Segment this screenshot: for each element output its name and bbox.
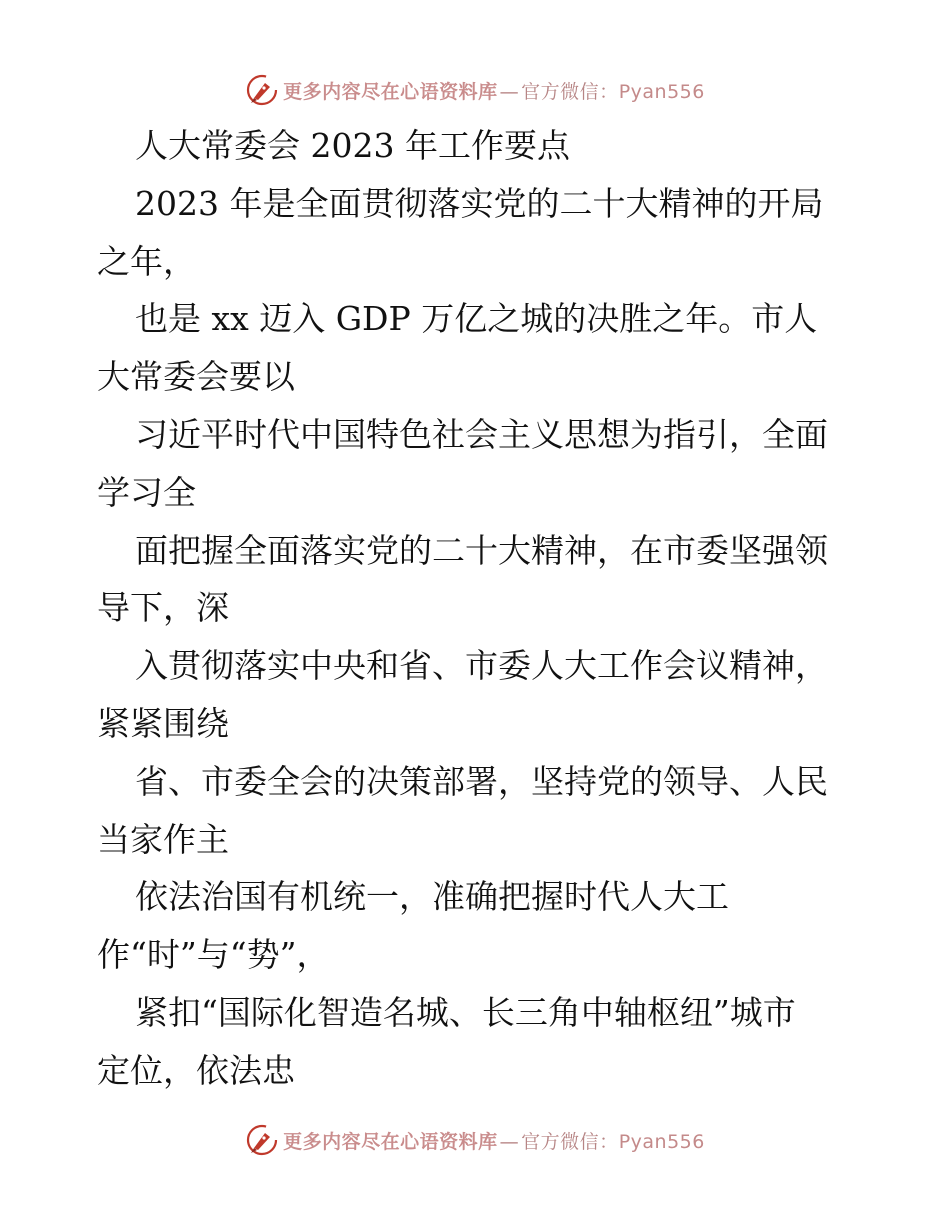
text-line: 当家作主 bbox=[97, 819, 229, 859]
pen-nib-logo-icon bbox=[245, 73, 279, 107]
watermark-wechat-account: Pyan556 bbox=[618, 1130, 705, 1153]
document-body bbox=[97, 117, 857, 1100]
watermark-text bbox=[283, 77, 705, 104]
text-line: 紧扣“国际化智造名城、长三角中轴枢纽”城市 bbox=[135, 992, 796, 1032]
text-line: 省、市委全会的决策部署，坚持党的领导、人民 bbox=[135, 761, 828, 801]
text-line: 依法治国有机统一，准确把握时代人大工 bbox=[135, 877, 729, 917]
watermark-site-name: 更多内容尽在心语资料库 bbox=[283, 80, 498, 103]
watermark-separator: — bbox=[499, 1130, 520, 1153]
text-line: 之年， bbox=[97, 241, 196, 281]
text-line: 作“时”与“势”， bbox=[97, 935, 330, 975]
watermark-text bbox=[283, 1127, 705, 1154]
watermark-wechat-account: Pyan556 bbox=[618, 80, 705, 103]
text-line: 习近平时代中国特色社会主义思想为指引，全面 bbox=[135, 414, 828, 454]
text-line: 紧紧围绕 bbox=[97, 703, 229, 743]
text-line: 面把握全面落实党的二十大精神，在市委坚强领 bbox=[135, 530, 828, 570]
text-line: 入贯彻落实中央和省、市委人大工作会议精神， bbox=[135, 646, 828, 686]
footer-watermark-banner bbox=[0, 1120, 950, 1160]
watermark-wechat-label: 官方微信： bbox=[521, 1130, 619, 1153]
text-line: 大常委会要以 bbox=[97, 357, 295, 397]
text-line: 也是 xx 迈入 GDP 万亿之城的决胜之年。市人 bbox=[135, 299, 818, 339]
pen-nib-logo-icon bbox=[245, 1123, 279, 1157]
document-title: 人大常委会 2023 年工作要点 bbox=[135, 126, 570, 165]
text-line: 2023 年是全面贯彻落实党的二十大精神的开局 bbox=[135, 183, 824, 223]
text-line: 导下，深 bbox=[97, 588, 229, 628]
watermark-site-name: 更多内容尽在心语资料库 bbox=[283, 1130, 498, 1153]
header-watermark-banner bbox=[0, 70, 950, 110]
watermark-wechat-label: 官方微信： bbox=[521, 80, 619, 103]
text-line: 定位，依法忠 bbox=[97, 1050, 295, 1090]
watermark-separator: — bbox=[499, 80, 520, 103]
text-line: 学习全 bbox=[97, 472, 196, 512]
